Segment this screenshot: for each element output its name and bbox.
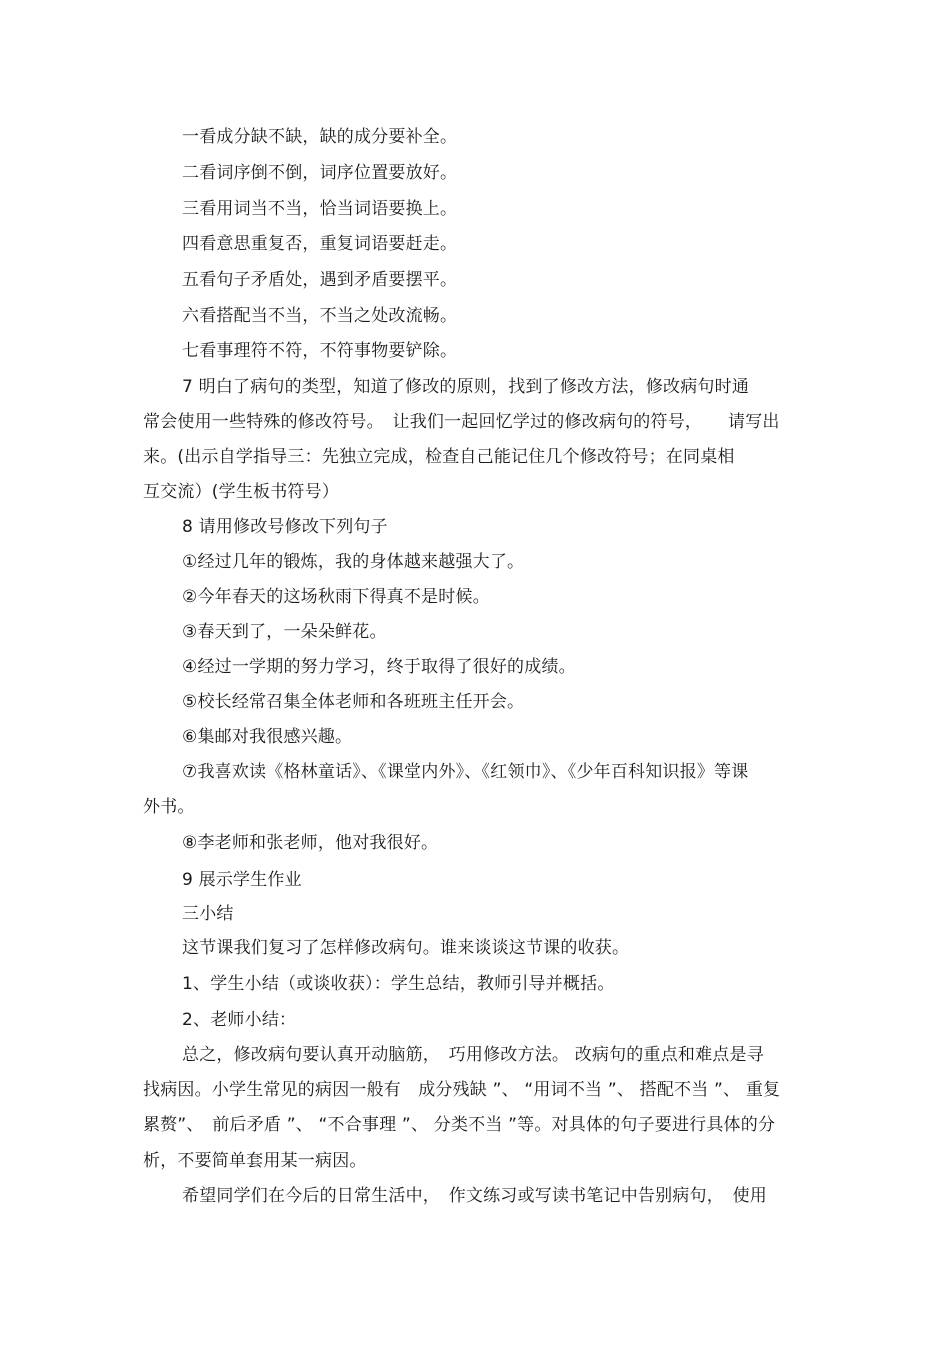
text-line: 五看句子矛盾处，遇到矛盾要摆平。 [182,270,458,290]
text-line: 总之，修改病句要认真开动脑筋， 巧用修改方法。 改病句的重点和难点是寻 [182,1045,764,1065]
text-line: 希望同学们在今后的日常生活中， 作文练习或写读书笔记中告别病句， 使用 [182,1186,767,1206]
text-line: 七看事理符不符，不符事物要铲除。 [182,341,458,361]
text-line: ③春天到了，一朵朵鲜花。 [182,622,387,642]
text-line: 来。(出示自学指导三：先独立完成，检查自己能记住几个修改符号；在同桌相 [143,447,735,467]
text-line: 这节课我们复习了怎样修改病句。谁来谈谈这节课的收获。 [182,938,630,958]
text-line: ⑧李老师和张老师，他对我很好。 [182,833,439,853]
text-line: 找病因。小学生常见的病因一般有 成分残缺 ”、 “用词不当 ”、 搭配不当 ”、 重复 [143,1080,781,1100]
section-heading: 三小结 [182,904,234,924]
text-line: 2、老师小结： [182,1010,297,1030]
text-line: 7 明白了病句的类型，知道了修改的原则，找到了修改方法，修改病句时通 [182,377,750,397]
text-line: 二看词序倒不倒，词序位置要放好。 [182,163,458,183]
text-line: 常会使用一些特殊的修改符号。 让我们一起回忆学过的修改病句的符号， 请写出 [143,412,780,432]
text-line: 三看用词当不当，恰当词语要换上。 [182,199,458,219]
text-line: ⑤校长经常召集全体老师和各班班主任开会。 [182,692,525,712]
text-line: ⑦我喜欢读《格林童话》、《课堂内外》、《红领巾》、《少年百科知识报》等课 [182,762,749,782]
text-line: 六看搭配当不当，不当之处改流畅。 [182,306,458,326]
text-line: 四看意思重复否，重复词语要赶走。 [182,234,458,254]
text-line: 一看成分缺不缺，缺的成分要补全。 [182,127,458,147]
text-line: ②今年春天的这场秋雨下得真不是时候。 [182,587,490,607]
text-line: ⑥集邮对我很感兴趣。 [182,727,353,747]
text-line: 累赘”、 前后矛盾 ”、 “不合事理 ”、 分类不当 ”等。对具体的句子要进行具体的分 [143,1115,776,1135]
text-line: 8 请用修改号修改下列句子 [182,517,388,537]
text-line: 1、学生小结（或谈收获）：学生总结，教师引导并概括。 [182,974,615,994]
text-line: 析，不要简单套用某一病因。 [143,1151,367,1171]
text-line: 互交流）(学生板书符号） [143,482,340,502]
text-line: 9 展示学生作业 [182,870,302,890]
text-line: 外书。 [143,797,195,817]
text-line: ①经过几年的锻炼，我的身体越来越强大了。 [182,552,525,572]
text-line: ④经过一学期的努力学习，终于取得了很好的成绩。 [182,657,576,677]
